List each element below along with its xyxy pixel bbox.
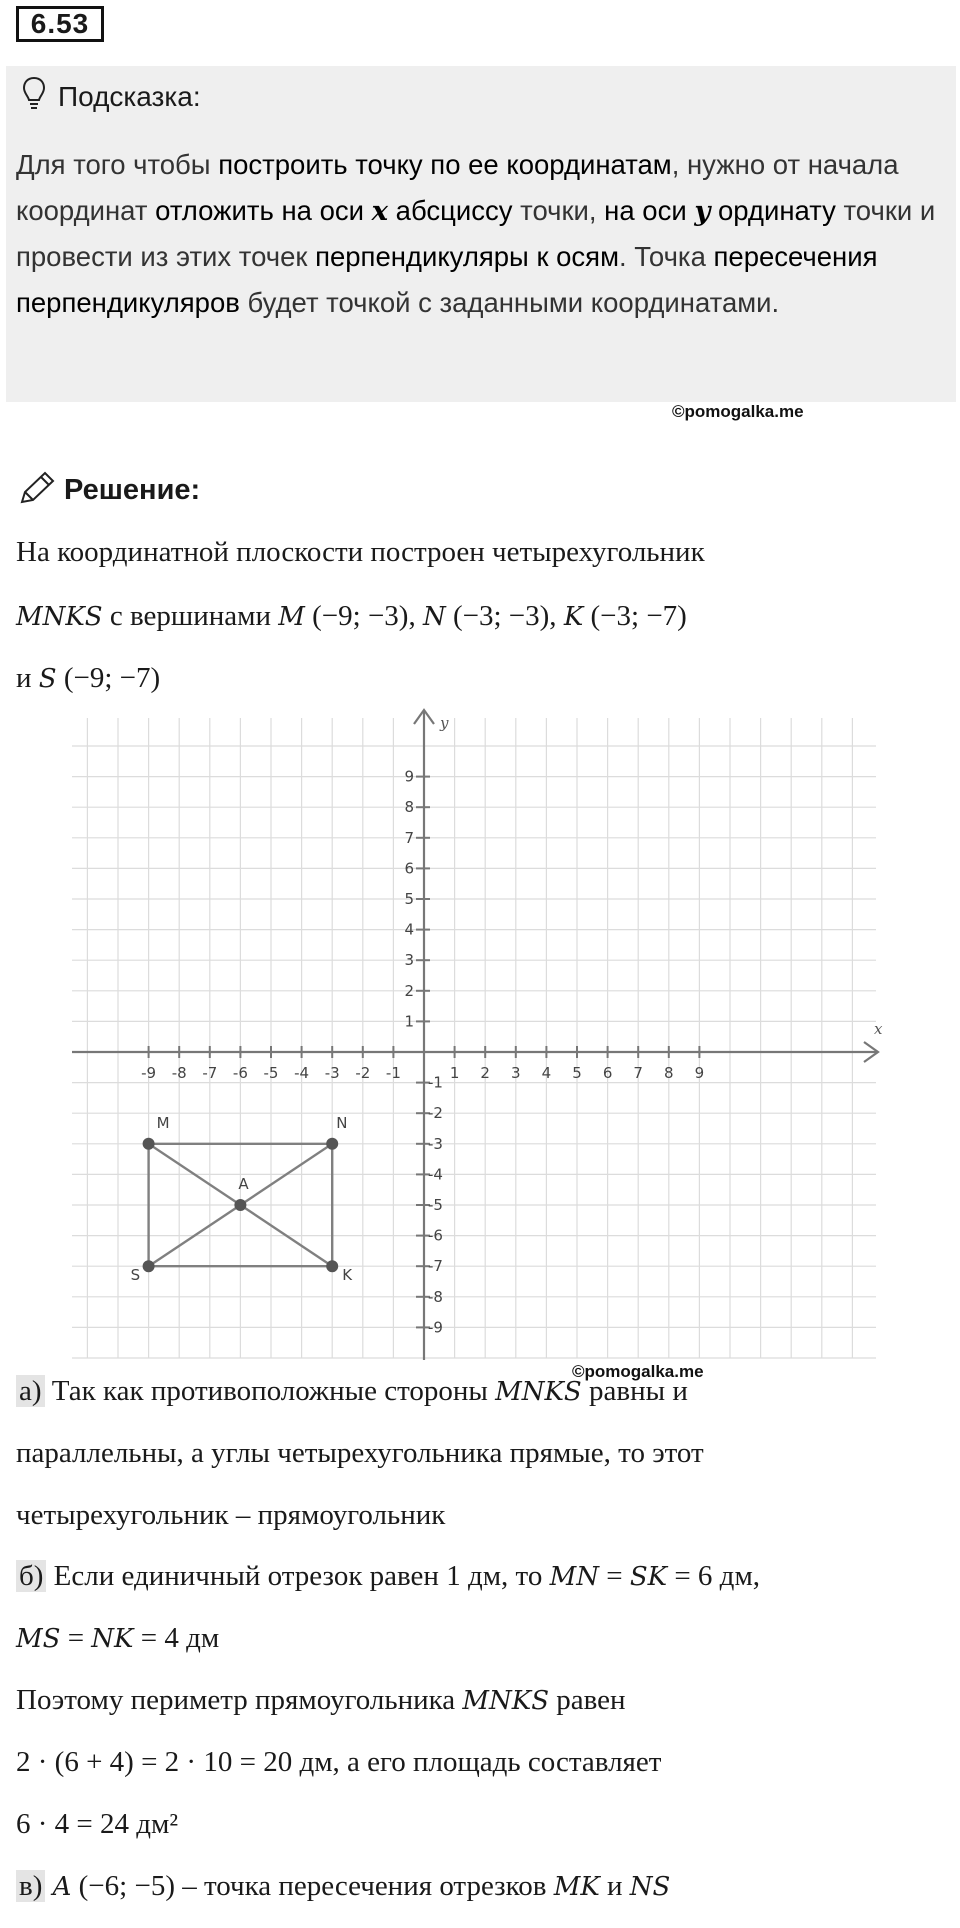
problem-number: 6.53 <box>16 6 104 42</box>
solution-line <box>16 1499 445 1532</box>
text-fragment: параллельны, а углы четырехугольника прямые, то этот <box>16 1437 704 1469</box>
y-tick-label: 5 <box>404 890 414 908</box>
point-label-S: S <box>130 1266 141 1285</box>
item-marker: б) <box>16 1560 46 1592</box>
hint-fragment: ординату <box>710 195 836 226</box>
math-symbol: A <box>52 1872 72 1902</box>
y-tick-label: -6 <box>428 1226 443 1245</box>
text-fragment: и <box>599 1870 630 1902</box>
y-tick-label: -3 <box>428 1134 443 1153</box>
solution-header <box>18 470 200 511</box>
math-symbol: NK <box>91 1624 134 1654</box>
math-symbol: MN <box>549 1562 599 1592</box>
x-tick-label: 4 <box>541 1064 552 1082</box>
math-symbol: MK <box>553 1872 600 1902</box>
hint-fragment: построить точку по ее координатам <box>218 149 672 180</box>
coordinate-plane <box>72 708 888 1364</box>
solution-line <box>16 1808 178 1841</box>
text-fragment: (−9; −3), <box>304 600 423 632</box>
hint-fragment: будет точкой с заданными координатами. <box>239 287 780 318</box>
y-tick-label: 8 <box>404 798 414 817</box>
math-symbol: S <box>38 664 57 694</box>
point-N <box>326 1138 338 1150</box>
math-symbol: M <box>278 602 305 632</box>
point-M <box>143 1138 155 1150</box>
hint-fragment: пересечения перпендикуляров <box>16 241 878 318</box>
text-fragment: четырехугольник – прямоугольник <box>16 1499 446 1531</box>
solution-line <box>16 1684 626 1717</box>
y-tick-label: -9 <box>428 1318 443 1337</box>
x-tick-label: 1 <box>449 1064 460 1082</box>
hint-header <box>22 76 201 117</box>
watermark-graph: ©pomogalka.me <box>572 1362 704 1381</box>
y-axis-label: y <box>440 714 449 732</box>
watermark: ©pomogalka.me <box>672 402 804 421</box>
text-fragment: Поэтому периметр прямоугольника <box>16 1684 463 1716</box>
solution-title: Решение: <box>64 474 201 506</box>
math-symbol: MNKS <box>16 602 103 632</box>
x-tick-label: -8 <box>171 1064 187 1082</box>
math-symbol: MNKS <box>462 1686 550 1716</box>
y-tick-label: 7 <box>404 828 414 847</box>
x-tick-label: -5 <box>263 1064 279 1082</box>
text-fragment: равны и <box>581 1375 688 1407</box>
y-tick-label: 4 <box>404 920 414 939</box>
math-symbol: MNKS <box>495 1377 582 1407</box>
hint-fragment: абсциссу <box>388 195 513 226</box>
point-A <box>234 1199 246 1211</box>
hint-fragment: , нужно от начала координат <box>16 149 899 226</box>
hint-fragment: Для того чтобы <box>16 149 219 180</box>
point-label-M: M <box>156 1113 170 1132</box>
hint-box <box>6 66 956 402</box>
text-fragment: Так как противоположные стороны <box>44 1375 496 1407</box>
hint-text <box>16 142 946 326</box>
hint-fragment: на оси <box>604 195 695 226</box>
y-tick-label: -8 <box>428 1287 443 1306</box>
x-tick-label: -7 <box>202 1064 218 1082</box>
text-fragment: = <box>60 1622 92 1654</box>
solution-line <box>16 600 687 633</box>
text-fragment: (−9; −7) <box>56 662 161 694</box>
point-label-N: N <box>336 1113 348 1132</box>
lightbulb-icon <box>22 76 46 117</box>
x-tick-label: -4 <box>294 1064 310 1082</box>
y-tick-label: -4 <box>428 1165 443 1184</box>
solution-line <box>16 1560 760 1593</box>
point-label-K: K <box>342 1266 353 1285</box>
text-fragment: = 4 дм <box>133 1622 220 1654</box>
x-tick-label: 5 <box>572 1064 582 1082</box>
hint-title: Подсказка: <box>58 80 201 112</box>
text-fragment: равен <box>549 1684 626 1716</box>
text-fragment: 2 · (6 + 4) = 2 · 10 = 20 дм, а его площадь составляет <box>16 1746 662 1778</box>
item-marker: в) <box>16 1870 45 1902</box>
text-fragment: (−3; −3), <box>445 600 564 632</box>
solution-line <box>16 662 160 695</box>
y-tick-label: -1 <box>428 1073 443 1092</box>
solution-line <box>16 1870 670 1903</box>
y-tick-label: -7 <box>428 1257 443 1276</box>
item-marker: а) <box>16 1375 45 1407</box>
solution-line <box>16 536 705 569</box>
hint-fragment: . Точка <box>618 241 714 272</box>
hint-fragment: точки, <box>512 195 605 226</box>
point-K <box>326 1260 338 1272</box>
text-fragment <box>45 1870 52 1902</box>
x-tick-label: 2 <box>480 1064 490 1082</box>
text-fragment: 6 · 4 = 24 дм² <box>16 1808 179 1840</box>
pencil-icon <box>18 470 56 511</box>
x-tick-label: 9 <box>694 1064 705 1082</box>
text-fragment: Если единичный отрезок равен 1 дм, то <box>46 1560 550 1592</box>
math-symbol: N <box>422 602 446 632</box>
y-tick-label: 1 <box>404 1012 414 1031</box>
math-symbol: MS <box>16 1624 61 1654</box>
math-symbol: NS <box>629 1872 671 1902</box>
text-fragment: (−3; −7) <box>583 600 687 632</box>
x-tick-label: 3 <box>511 1064 521 1082</box>
x-tick-label: 6 <box>602 1064 613 1082</box>
text-fragment: На координатной плоскости построен четырехугольник <box>16 536 705 568</box>
x-axis-label: x <box>874 1020 883 1038</box>
math-symbol: K <box>563 602 584 632</box>
solution-line <box>16 1622 219 1655</box>
text-fragment: с вершинами <box>102 600 279 632</box>
point-S <box>143 1260 155 1272</box>
y-tick-label: 3 <box>404 951 414 970</box>
text-fragment: = <box>598 1560 630 1592</box>
hint-fragment: отложить на оси <box>155 195 372 226</box>
hint-fragment: перпендикуляры к осям <box>315 241 619 272</box>
y-tick-label: 9 <box>404 767 414 786</box>
solution-line <box>16 1437 704 1470</box>
text-fragment: и <box>16 662 39 694</box>
x-tick-label: -3 <box>324 1064 340 1082</box>
solution-line <box>16 1746 661 1779</box>
x-tick-label: 8 <box>664 1064 674 1082</box>
x-tick-label: 7 <box>633 1064 643 1082</box>
point-label-A: A <box>238 1175 249 1193</box>
hint-fragment: y <box>694 195 711 227</box>
math-symbol: SK <box>629 1562 668 1592</box>
y-tick-label: 2 <box>404 981 414 1000</box>
hint-fragment: точки и провести из этих точек <box>16 195 936 272</box>
y-tick-label: 6 <box>404 859 414 878</box>
x-tick-label: -2 <box>355 1064 371 1082</box>
hint-fragment: x <box>371 195 389 227</box>
text-fragment: = 6 дм, <box>667 1560 761 1592</box>
x-tick-label: -9 <box>141 1064 157 1082</box>
x-tick-label: -1 <box>385 1064 401 1082</box>
x-tick-label: -6 <box>232 1064 248 1082</box>
y-tick-label: -2 <box>428 1104 443 1123</box>
text-fragment: (−6; −5) – точка пересечения отрезков <box>71 1870 554 1902</box>
y-tick-label: -5 <box>428 1196 443 1214</box>
